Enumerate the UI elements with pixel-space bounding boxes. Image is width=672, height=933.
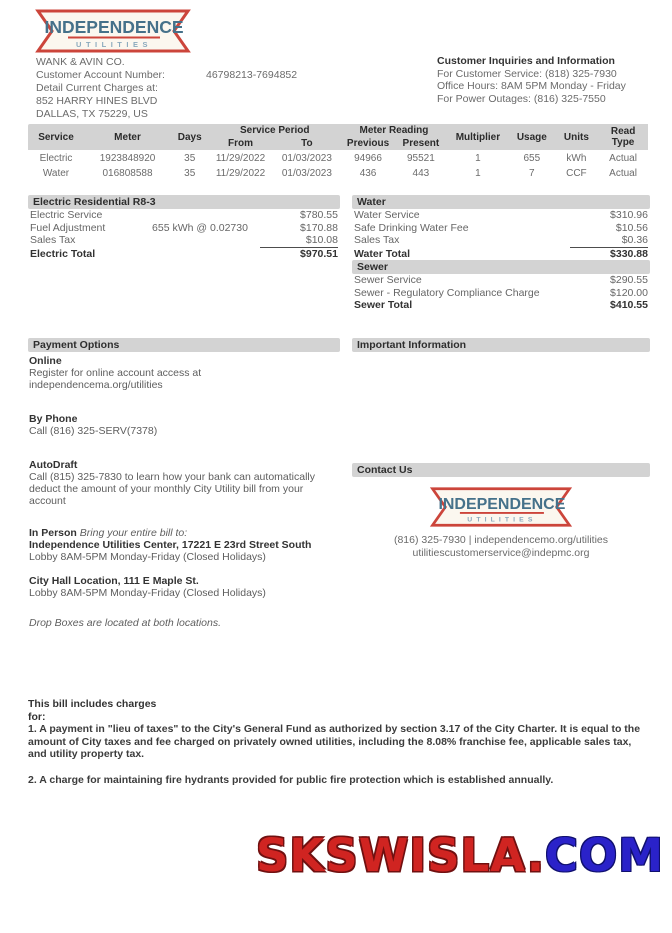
customer-inquiries-block <box>437 55 626 105</box>
col-group-meter-reading: Meter Reading <box>341 124 447 137</box>
contact-lines <box>352 534 650 559</box>
col-header-from: From <box>208 137 272 150</box>
col-header-present: Present <box>395 137 447 150</box>
charge-detail: 655 kWh @ 0.02730 <box>152 221 248 234</box>
online-payment-block <box>28 355 340 391</box>
col-header-previous: Previous <box>341 137 395 150</box>
watermark-main-text: SKSWISLA. <box>256 829 545 882</box>
charge-row <box>352 222 650 235</box>
charge-label: Sewer Service <box>354 274 422 286</box>
charge-label: Sales Tax <box>30 234 76 246</box>
by-phone-number: Call (816) 325-SERV(7378) <box>29 425 158 437</box>
charge-amount: $290.55 <box>610 274 648 286</box>
city-hall-hours: Lobby 8AM-5PM Monday-Friday (Closed Holidays) <box>29 587 266 599</box>
col-header-to: To <box>273 137 341 150</box>
total-amount: $330.88 <box>610 247 648 260</box>
sewer-section-header: Sewer <box>352 260 650 274</box>
bill-footnotes <box>28 698 648 786</box>
charge-amount: $0.36 <box>570 234 648 248</box>
cell-days: 35 <box>184 168 196 179</box>
city-hall-address: City Hall Location, 111 E Maple St. <box>29 575 199 587</box>
cell-meter: 1923848920 <box>99 153 156 164</box>
contact-email: utilitiescustomerservice@indepmc.org <box>412 546 590 559</box>
table-row-electric <box>28 150 648 165</box>
col-header-units: Units <box>555 124 599 150</box>
total-label: Sewer Total <box>354 299 413 311</box>
charge-row <box>28 234 340 248</box>
meter-readings-table <box>28 124 648 180</box>
water-section-header: Water <box>352 195 650 209</box>
account-number-label: Customer Account Number: <box>36 69 165 81</box>
contact-phone-and-url: (816) 325-7930 | independencemo.org/utilities <box>393 534 609 546</box>
cell-previous: 436 <box>359 168 377 179</box>
autodraft-block <box>28 459 340 507</box>
payment-options-section <box>28 338 340 629</box>
charge-label: Electric Service <box>30 209 103 221</box>
utilities-center-hours: Lobby 8AM-5PM Monday-Friday (Closed Holidays) <box>29 551 266 563</box>
sewer-total-row <box>352 299 650 312</box>
charge-row <box>28 222 340 235</box>
customer-info <box>36 56 297 121</box>
water-sewer-charges-section <box>352 195 650 312</box>
cell-present: 443 <box>412 168 430 179</box>
in-person-block <box>28 527 340 563</box>
charge-amount: $10.08 <box>260 234 338 248</box>
logo-subtitle-text: UTILITIES <box>467 516 537 524</box>
footnote-1: 1. A payment in "lieu of taxes" to the City's General Fund as authorized by section 3.17 of the City Charter. It is equal to the amount of City taxes and fee charged on privately owned utilities, including the 8.08% franchise fee, applicable sales tax, and utility property tax. <box>28 723 641 760</box>
electric-total-row <box>28 248 340 261</box>
col-group-service-period: Service Period <box>208 124 341 137</box>
charge-row <box>352 234 650 248</box>
cell-present: 95521 <box>406 153 435 164</box>
online-url: independencema.org/utilities <box>29 379 163 391</box>
total-label: Water Total <box>354 247 411 260</box>
in-person-title-line <box>29 527 339 539</box>
col-header-meter: Meter <box>84 124 171 150</box>
charge-row <box>352 274 650 287</box>
cell-to: 01/03/2023 <box>281 168 332 179</box>
logo-title-text: INDEPENDENCE <box>44 17 184 37</box>
cell-meter: 016808588 <box>102 168 153 179</box>
charge-label: Sales Tax <box>354 234 400 246</box>
important-information-header: Important Information <box>352 338 650 352</box>
account-number-line <box>36 69 297 82</box>
service-address-line1: 852 HARRY HINES BLVD <box>36 95 158 107</box>
total-label: Electric Total <box>30 247 96 260</box>
drop-boxes-note: Drop Boxes are located at both locations. <box>29 617 222 629</box>
power-outage-phone: For Power Outages: (816) 325-7550 <box>437 92 606 105</box>
autodraft-text: Call (815) 325-7830 to learn how your bank can automatically deduct the amount of your monthly City Utility bill from your account <box>29 471 315 507</box>
important-information-section <box>352 338 650 352</box>
cell-units: kWh <box>566 153 587 164</box>
customer-service-phone: For Customer Service: (818) 325-7930 <box>437 67 617 80</box>
watermark-suffix-text: COM <box>544 829 664 882</box>
col-header-service: Service <box>28 124 84 150</box>
total-amount: $970.51 <box>300 247 338 260</box>
independence-utilities-logo-small <box>426 486 576 528</box>
office-hours: Office Hours: 8AM 5PM Monday - Friday <box>437 80 626 92</box>
charge-label: Safe Drinking Water Fee <box>354 221 469 234</box>
charge-amount: $170.88 <box>300 221 338 234</box>
logo-title-text: INDEPENDENCE <box>438 495 566 513</box>
cell-usage: 7 <box>529 168 535 179</box>
logo-subtitle-text: UTILITIES <box>76 40 152 49</box>
cell-multiplier: 1 <box>475 168 481 179</box>
cell-from: 11/29/2022 <box>215 168 266 179</box>
table-header-row-1 <box>28 124 648 137</box>
col-header-multiplier: Multiplier <box>447 124 509 150</box>
electric-section-header: Electric Residential R8-3 <box>28 195 340 209</box>
utilities-center-address: Independence Utilities Center, 17221 E 23rd Street South <box>29 539 312 551</box>
charge-amount: $780.55 <box>300 209 338 221</box>
online-title: Online <box>29 355 62 367</box>
customer-name: WANK & AVIN CO. <box>36 56 125 68</box>
col-header-usage: Usage <box>509 124 555 150</box>
charge-amount: $10.56 <box>615 221 648 234</box>
charge-label: Water Service <box>354 209 420 221</box>
detail-charges-label: Detail Current Charges at: <box>36 82 158 94</box>
service-address-line2: DALLAS, TX 75229, US <box>36 108 148 120</box>
in-person-title: In Person <box>29 527 77 539</box>
by-phone-title: By Phone <box>29 413 78 425</box>
account-number-value: 46798213-7694852 <box>206 69 298 81</box>
cell-service: Water <box>42 168 70 179</box>
cell-read-type: Actual <box>609 168 637 179</box>
total-amount: $410.55 <box>610 299 648 311</box>
inquiries-title: Customer Inquiries and Information <box>437 55 615 67</box>
contact-us-section <box>352 463 650 559</box>
by-phone-block <box>28 413 340 437</box>
cell-units: CCF <box>566 168 587 179</box>
contact-us-header: Contact Us <box>352 463 650 477</box>
charge-row <box>28 209 340 222</box>
footnote-intro-line2: for: <box>28 710 46 723</box>
cell-previous: 94966 <box>354 153 382 164</box>
payment-options-header: Payment Options <box>28 338 340 352</box>
charge-detail <box>140 209 260 222</box>
footnote-2: 2. A charge for maintaining fire hydrants provided for public fire protection which is established annually. <box>28 773 554 786</box>
cell-multiplier: 1 <box>475 153 481 164</box>
charge-label: Sewer - Regulatory Compliance Charge <box>354 286 540 299</box>
charge-detail <box>140 234 260 248</box>
independence-utilities-logo <box>34 8 192 54</box>
charge-amount: $310.96 <box>610 209 648 221</box>
city-hall-block <box>28 575 340 599</box>
skswisla-watermark <box>256 829 664 882</box>
autodraft-title: AutoDraft <box>29 459 78 471</box>
charge-row <box>352 209 650 222</box>
col-header-read-type: Read Type <box>598 124 648 150</box>
cell-to: 01/03/2023 <box>281 153 332 164</box>
footnote-intro-line1: This bill includes charges <box>28 698 157 710</box>
cell-usage: 655 <box>523 153 541 164</box>
cell-read-type: Actual <box>609 153 637 164</box>
cell-from: 11/29/2022 <box>215 153 266 164</box>
charge-amount: $120.00 <box>610 286 648 299</box>
table-row-water <box>28 165 648 180</box>
cell-service: Electric <box>39 153 73 164</box>
online-line1: Register for online account access at <box>29 367 202 379</box>
in-person-note: Bring your entire bill to: <box>79 527 188 539</box>
water-total-row <box>352 248 650 261</box>
col-header-days: Days <box>171 124 208 150</box>
charge-row <box>352 287 650 300</box>
charge-label: Fuel Adjustment <box>30 221 106 234</box>
cell-days: 35 <box>184 153 196 164</box>
electric-charges-section <box>28 195 340 260</box>
